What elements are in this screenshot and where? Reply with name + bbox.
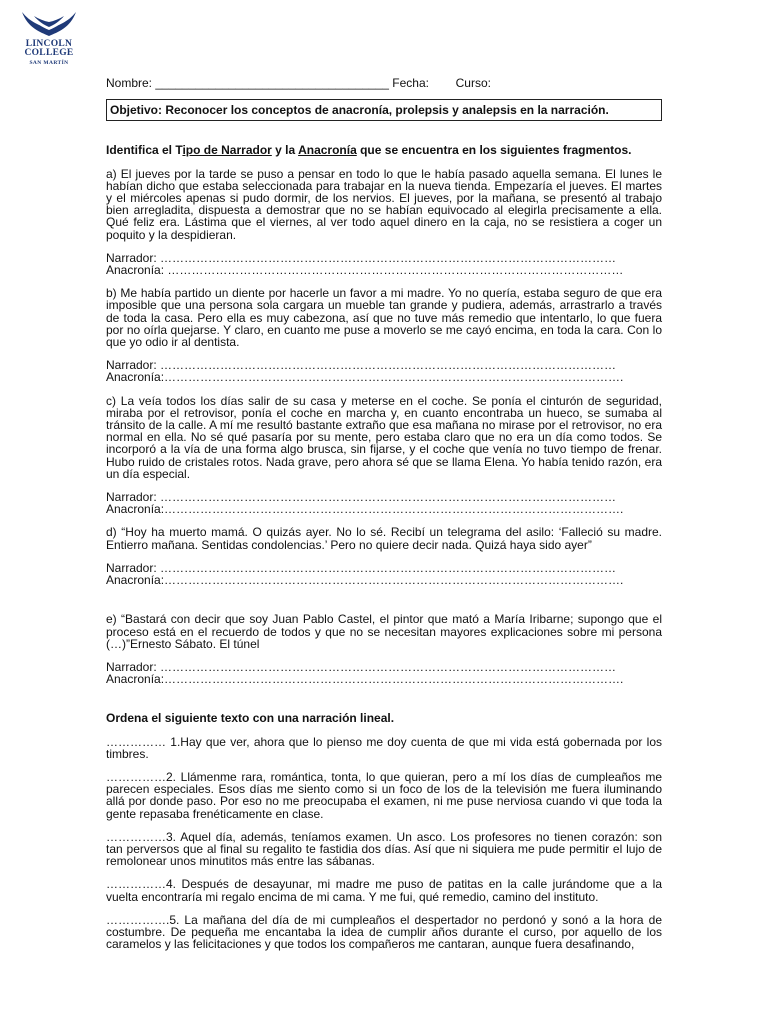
objective-box: Objetivo: Reconocer los conceptos de anacronía, prolepsis y analepsis en la narración. (106, 99, 662, 121)
narrador-line[interactable]: Narrador: …………………………………………………………………………………………………… (106, 561, 617, 575)
school-logo (20, 8, 78, 70)
narrador-line[interactable]: Narrador: …………………………………………………………………………………………………… (106, 359, 617, 372)
section-1-mid: y la (271, 143, 299, 158)
worksheet (106, 75, 662, 950)
logo-line-1: LINCOLN (25, 39, 73, 49)
fragment-c: c) La veía todos los días salir de su casa y meterse en el coche. Se ponía el cinturón de seguridad, miraba por el retrovisor, ponía el coche en marcha y, en cuanto encontraba un hueco, se sumaba al tránsito de la calle. A mí me resultó bastante extraño que esa mañana no mirase por el retrovisor, no era normal en ella. No sé qué pasaría por su mente, pero estaba claro que no era un día como todos. Se incorporó a la vía de una forma algo brusca, sin fijarse, y el coche que venía no tuvo tiempo de frenar. Hubo ruido de cristales rotos. Nada grave, pero ahora sé que se llama Elena. Yo había tenido razón, era un día especial. (106, 393, 662, 481)
answers-b (106, 359, 662, 383)
section-1-pre: Identifica el T (106, 143, 183, 158)
fragment-a: a) El jueves por la tarde se puso a pensar en todo lo que le había pasado aquella semana. El lunes le habían dicho que estaba seleccionada para trabajar en la nueva tienda. Empezaría el jueves. El martes y el miércoles apenas si pudo dormir, de los nervios. El jueves, por la mañana, se presentó al trabajo bien arregladita, dispuesta a demostrar que no se habían equivocado al elegirla precisamente a ella. Qué feliz era. Lástima que el viernes, al ver todo aquel dinero en la caja, no se resistiera a coger un poquito y la despidieran. (106, 166, 662, 242)
answers-a (106, 252, 662, 276)
narrador-line[interactable]: Narrador: …………………………………………………………………………………………………… (106, 491, 617, 504)
order-item-1: …………… 1.Hay que ver, ahora que lo pienso me doy cuenta de que mi vida está gobernada por los timbres. (106, 734, 662, 761)
answers-d (106, 562, 662, 586)
fragment-d: d) “Hoy ha muerto mamá. O quizás ayer. No lo sé. Recibí un telegrama del asilo: ‘Falleció su madre. Entierro mañana. Sentidas condolencias.’ Pero no quiere decir nada. Quizá haya sido ayer” (106, 525, 662, 552)
student-header (106, 77, 662, 89)
answers-c (106, 491, 662, 515)
order-item-2: ……………2. Llámenme rara, romántica, tonta, lo que quieran, pero a mí los días de cumpleaños me parecen especiales. Esos días me siento como si un foco de los de la televisión me fuera iluminando allá por donde paso. Por eso no me preocupaba el examen, ni me puse nerviosa cuando vi que toda la gente repasaba frenéticamente en clase. (106, 769, 662, 821)
date-field[interactable]: Fecha: (388, 76, 429, 90)
narrador-line[interactable]: Narrador: …………………………………………………………………………………………………… (106, 251, 617, 265)
section-1-post: que se encuentra en los siguientes fragmentos. (356, 143, 632, 158)
logo-line-3: SAN MARTÍN (29, 60, 69, 66)
section-1-underline-narrador: ipo de Narrador (182, 143, 272, 158)
anacronia-line[interactable]: Anacronía: …………………………………………………………………………………………………… (106, 264, 624, 277)
section-2-title: Ordena el siguiente texto con una narración lineal. (106, 711, 395, 726)
anacronia-line[interactable]: Anacronía:……………………………………………………………………………………………………. (106, 503, 624, 516)
section-1-title (106, 144, 662, 156)
fragment-e: e) “Bastará con decir que soy Juan Pablo Castel, el pintor que mató a María Iribarne; supongo que el proceso está en el recuerdo de todos y que no se necesitan mayores explicaciones sobre mi persona (…)”Ernesto Sábato. El túnel (106, 612, 662, 651)
answers-e (106, 661, 662, 685)
eagle-wings-icon (20, 8, 78, 40)
anacronia-line[interactable]: Anacronía:……………………………………………………………………………………………………. (106, 371, 624, 384)
fragment-b: b) Me había partido un diente por hacerle un favor a mi madre. Yo no quería, estaba seguro de que era imposible que una persona sola cargara un mueble tan grande y pudiera, además, arrastrarlo a través de toda la casa. Pero ella es muy cabezona, así que no tuve más remedio que intentarlo, lo que fuera por no oírla quejarse. Y claro, en cuanto me puse a moverlo se me cayó encima, en toda la cara. Con lo que yo odio ir al dentista. (106, 286, 662, 350)
order-item-3: ……………3. Aquel día, además, teníamos examen. Un asco. Los profesores no tienen corazón: son tan perversos que al final su regalito te fastidia dos días. Así que ni siquiera me pude permitir el lujo de remolonear unos minutitos más entre las sábanas. (106, 829, 662, 869)
course-field[interactable]: Curso: (428, 76, 491, 90)
order-item-4: ……………4. Después de desayunar, mi madre me puso de patitas en la calle jurándome que a la vuelta encontraría mi regalo encima de mi cama. Y me fui, qué remedio, camino del instituto. (106, 877, 662, 904)
order-item-5: …………….5. La mañana del día de mi cumpleaños el despertador no perdonó y sonó a la hora de costumbre. De pequeña me encantaba la idea de cumplir años durante el curso, por aquello de los caramelos y las felicitaciones y que todos los compañeros me cantaran, aunque fuera desafinando, (106, 912, 662, 952)
logo-line-2: COLLEGE (24, 48, 74, 58)
section-1-underline-anacronia: Anacronía (298, 143, 357, 158)
name-field[interactable]: Nombre: ___________________________________ (106, 76, 389, 90)
anacronia-line[interactable]: Anacronía:……………………………………………………………………………………………………. (106, 673, 624, 686)
narrador-line[interactable]: Narrador: …………………………………………………………………………………………………… (106, 660, 617, 674)
anacronia-line[interactable]: Anacronía:……………………………………………………………………………………………………. (106, 574, 624, 587)
logo-text (20, 40, 78, 68)
